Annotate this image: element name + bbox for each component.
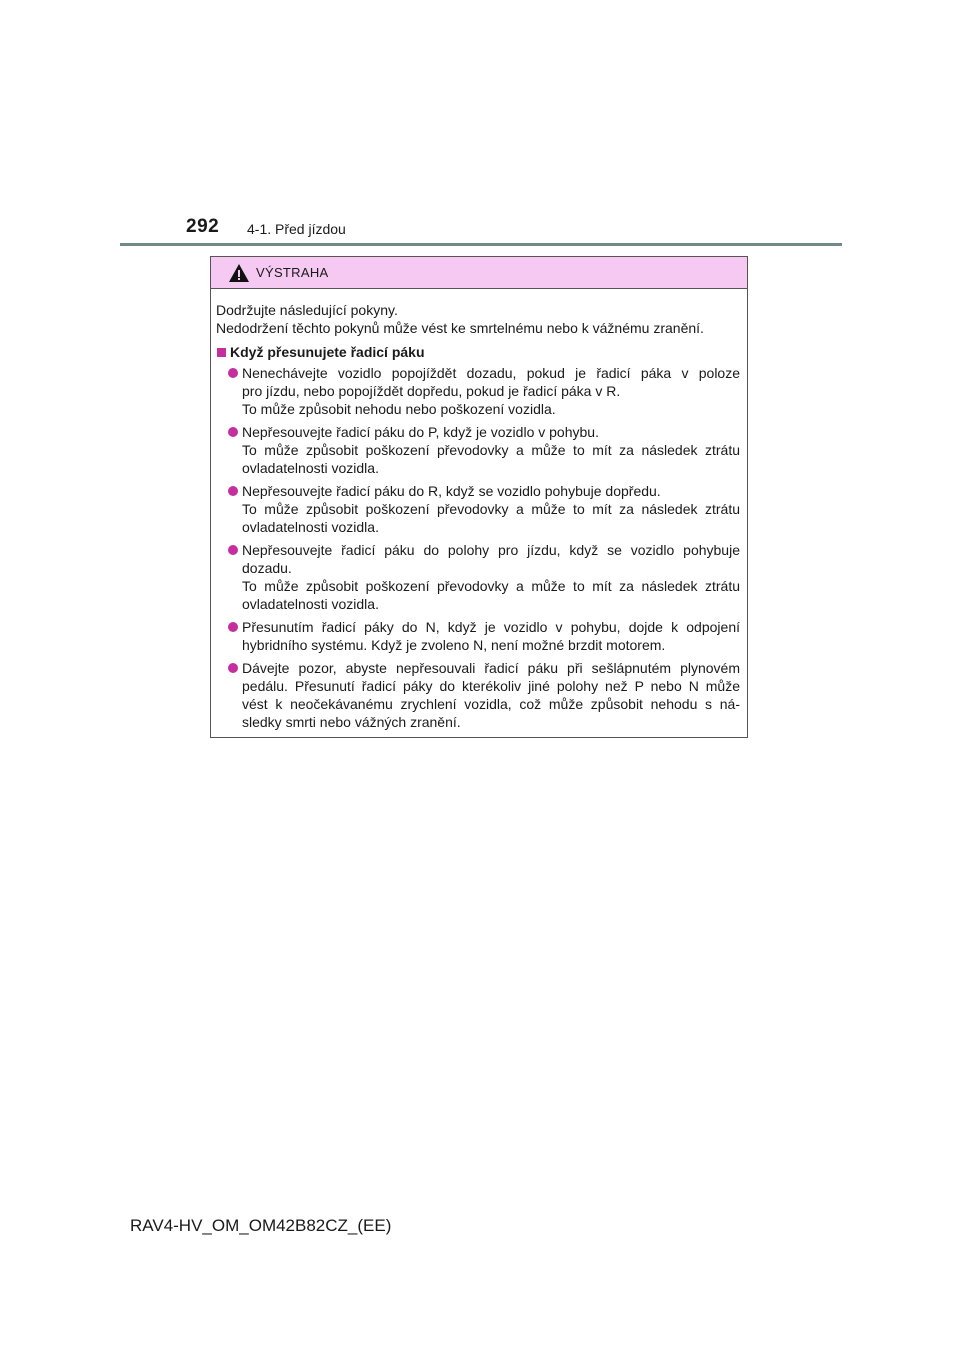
bullet-item [216, 541, 740, 613]
round-bullet-icon [228, 427, 238, 437]
warning-body [211, 289, 747, 731]
bullet-line: pedálu. Přesunutí řadicí páky do kterékoliv jiné polohy než P nebo N může [242, 678, 740, 694]
warning-header [211, 257, 747, 289]
bullet-line: sledky smrti nebo vážných zranění. [242, 714, 461, 730]
round-bullet-icon [228, 486, 238, 496]
bullet-line: Nenechávejte vozidlo popojíždět dozadu, pokud je řadicí páka v poloze [242, 365, 740, 381]
warning-title: VÝSTRAHA [256, 265, 329, 280]
bullet-line: ovladatelnosti vozidla. [242, 596, 379, 612]
bullet-line: ovladatelnosti vozidla. [242, 519, 379, 535]
bullet-item [216, 482, 740, 536]
warning-triangle-icon [228, 263, 250, 283]
header-divider [120, 243, 842, 246]
section-title: 4-1. Před jízdou [247, 221, 346, 237]
bullet-line: To může způsobit poškození převodovky a může to mít za následek ztrátu [242, 442, 740, 458]
bullet-line: Nepřesouvejte řadicí páku do polohy pro jízdu, když se vozidlo pohybuje [242, 542, 740, 558]
bullet-line: hybridního systému. Když je zvoleno N, není možné brzdit motorem. [242, 637, 666, 653]
square-bullet-icon [217, 348, 226, 357]
bullet-line: Přesunutím řadicí páky do N, když je vozidlo v pohybu, dojde k odpojení [242, 619, 740, 635]
bullet-line: dozadu. [242, 560, 292, 576]
sub-heading-text: Když přesunujete řadicí páku [230, 344, 425, 360]
bullet-line: To může způsobit poškození převodovky a může to mít za následek ztrátu [242, 501, 740, 517]
bullet-item [216, 659, 740, 731]
round-bullet-icon [228, 368, 238, 378]
bullet-line: vést k neočekávanému zrychlení vozidla, což může způsobit nehodu s ná- [242, 696, 740, 712]
intro-line: Dodržujte následující pokyny. [216, 302, 398, 318]
bullet-line: ovladatelnosti vozidla. [242, 460, 379, 476]
warning-intro [216, 301, 740, 337]
intro-line: Nedodržení těchto pokynů může vést ke smrtelnému nebo k vážnému zranění. [216, 320, 704, 336]
round-bullet-icon [228, 545, 238, 555]
bullet-item [216, 364, 740, 418]
bullet-line: Nepřesouvejte řadicí páku do P, když je vozidlo v pohybu. [242, 424, 599, 440]
bullet-line: pro jízdu, nebo popojíždět dopředu, pokud je řadicí páka v R. [242, 383, 621, 399]
bullet-line: To může způsobit poškození převodovky a může to mít za následek ztrátu [242, 578, 740, 594]
sub-heading [216, 343, 740, 361]
bullet-line: Dávejte pozor, abyste nepřesouvali řadicí páku při sešlápnutém plynovém [242, 660, 740, 676]
bullet-item [216, 618, 740, 654]
page-number: 292 [186, 216, 220, 237]
bullet-line: Nepřesouvejte řadicí páku do R, když se vozidlo pohybuje dopředu. [242, 483, 661, 499]
bullet-item [216, 423, 740, 477]
round-bullet-icon [228, 663, 238, 673]
bullet-line: To může způsobit nehodu nebo poškození vozidla. [242, 401, 556, 417]
document-code: RAV4-HV_OM_OM42B82CZ_(EE) [130, 1216, 392, 1235]
round-bullet-icon [228, 622, 238, 632]
warning-box [210, 256, 748, 738]
